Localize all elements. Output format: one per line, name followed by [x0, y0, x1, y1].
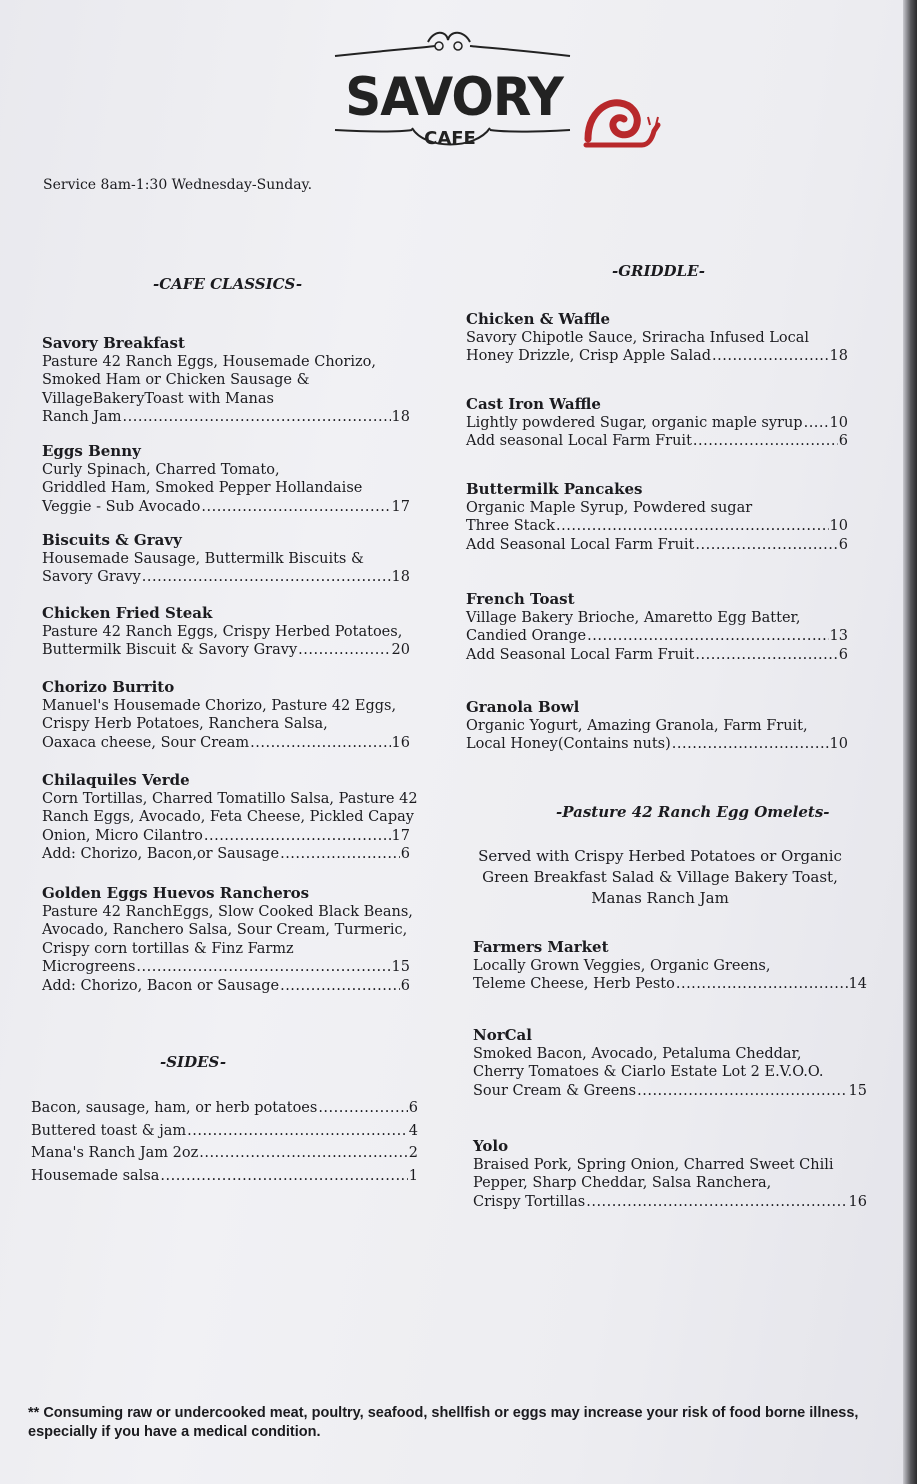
description-line: Avocado, Ranchero Salsa, Sour Cream, Turmeric, [42, 922, 408, 938]
line-text: Buttered toast & jam [31, 1122, 187, 1139]
description-line: Crispy corn tortillas & Finz Farmz [42, 940, 294, 957]
description-line: Cherry Tomatoes & Ciarlo Estate Lot 2 E.V.O.O. [473, 1064, 824, 1080]
dot-leader [280, 845, 400, 864]
line-text: Sour Cream & Greens [473, 1082, 637, 1099]
dot-leader [298, 641, 390, 660]
sides-list [31, 1097, 418, 1187]
priced-line [473, 975, 867, 994]
menu-item-name: NorCal [473, 1026, 532, 1044]
priced-line [473, 1193, 867, 1212]
price: 1 [408, 1167, 418, 1184]
price: 13 [829, 628, 848, 644]
line-text: Onion, Micro Cilantro [42, 827, 203, 844]
line-text: Mana's Ranch Jam 2oz [31, 1145, 199, 1161]
snail-icon [582, 95, 662, 153]
dot-leader [199, 1142, 408, 1165]
menu-item-name: Savory Breakfast [42, 334, 185, 352]
dot-leader [556, 517, 829, 536]
line-text: Ranch Jam [42, 409, 122, 425]
menu-item [42, 531, 410, 587]
menu-item [42, 604, 410, 660]
dot-leader [280, 977, 400, 996]
priced-line [31, 1097, 418, 1120]
price: 17 [391, 498, 410, 515]
priced-line [42, 641, 410, 660]
dot-leader [804, 414, 829, 433]
priced-line [466, 432, 848, 451]
line-text: Bacon, sausage, ham, or herb potatoes [31, 1100, 318, 1116]
menu-item [466, 395, 848, 451]
dot-leader [250, 734, 390, 753]
menu-item [466, 590, 848, 664]
griddle-title: -GRIDDLE- [612, 262, 706, 280]
menu-item [473, 1137, 867, 1211]
price: 18 [829, 348, 848, 364]
line-text: Oaxaca cheese, Sour Cream [42, 734, 250, 751]
line-text: Buttermilk Biscuit & Savory Gravy [42, 642, 298, 658]
omelets-intro-line: Green Breakfast Salad & Village Bakery Toast, [482, 868, 838, 886]
price: 10 [829, 518, 848, 534]
dot-leader [142, 568, 391, 587]
description-line: VillageBakeryToast with Manas [42, 390, 274, 407]
menu-item [42, 334, 410, 427]
menu-item-name: Golden Eggs Huevos Rancheros [42, 884, 310, 902]
sides-title: -SIDES- [160, 1053, 227, 1071]
line-text: Housemade salsa [31, 1167, 160, 1184]
menu-item [42, 771, 418, 864]
dot-leader [187, 1120, 408, 1143]
description-line: Organic Maple Syrup, Powdered sugar [466, 499, 753, 516]
line-text: Add Seasonal Local Farm Fruit [466, 646, 695, 663]
price: 16 [391, 734, 410, 751]
description-line: Organic Yogurt, Amazing Granola, Farm Fruit, [466, 717, 808, 734]
description-line: Pasture 42 RanchEggs, Slow Cooked Black Beans, [42, 903, 413, 920]
priced-line [42, 845, 410, 864]
priced-line [466, 735, 848, 754]
dot-leader [318, 1097, 407, 1120]
price: 10 [829, 736, 848, 752]
menu-item-name: Farmers Market [473, 938, 609, 956]
priced-line [42, 408, 410, 427]
line-text: Veggie - Sub Avocado [42, 498, 201, 515]
description-line: Smoked Ham or Chicken Sausage & [42, 372, 310, 388]
line-text: Three Stack [466, 518, 556, 534]
dot-leader [136, 958, 390, 977]
priced-line [31, 1120, 418, 1143]
price: 6 [838, 433, 848, 449]
menu-item [473, 1026, 867, 1100]
menu-item-name: Granola Bowl [466, 698, 580, 716]
dot-leader [637, 1082, 847, 1101]
description-line: Pepper, Sharp Cheddar, Salsa Ranchera, [473, 1175, 772, 1191]
description-line: Pasture 42 Ranch Eggs, Crispy Herbed Potatoes, [42, 623, 403, 640]
food-safety-disclaimer: ** Consuming raw or undercooked meat, poultry, seafood, shellfish or eggs may increase your risk of food borne illness, especially if you have a medical condition. [28, 1405, 859, 1440]
priced-line [31, 1165, 418, 1188]
description-line: Ranch Eggs, Avocado, Feta Cheese, Pickled Capay [42, 809, 414, 825]
menu-item-name: Yolo [473, 1137, 509, 1155]
description-line: Housemade Sausage, Buttermilk Biscuits & [42, 550, 364, 567]
dot-leader [204, 827, 391, 846]
line-text: Teleme Cheese, Herb Pesto [473, 976, 675, 992]
priced-line [466, 517, 848, 536]
menu-item-name: Chorizo Burrito [42, 678, 175, 696]
menu-item-name: Biscuits & Gravy [42, 531, 182, 549]
price: 14 [848, 976, 867, 992]
priced-line [466, 414, 848, 433]
page-edge-shadow [903, 0, 917, 1484]
dot-leader [201, 498, 390, 517]
description-line: Savory Chipotle Sauce, Sriracha Infused Local [466, 329, 810, 346]
priced-line [42, 958, 410, 977]
logo-wordmark: SAVORY [345, 66, 563, 128]
menu-item [42, 884, 413, 995]
menu-item [466, 698, 848, 754]
service-hours: Service 8am-1:30 Wednesday-Sunday. [43, 177, 313, 193]
savory-cafe-logo [330, 28, 575, 163]
line-text: Local Honey(Contains nuts) [466, 736, 671, 752]
dot-leader [160, 1165, 407, 1188]
price: 2 [408, 1145, 418, 1161]
priced-line [31, 1142, 418, 1165]
logo-subtitle: CAFE [424, 128, 476, 149]
line-text: Add: Chorizo, Bacon,or Sausage [42, 846, 280, 862]
price: 15 [848, 1082, 867, 1099]
price: 18 [391, 409, 410, 425]
priced-line [42, 734, 410, 753]
menu-item [466, 480, 848, 554]
description-line: Village Bakery Brioche, Amaretto Egg Batter, [466, 609, 801, 626]
dot-leader [676, 975, 848, 994]
dot-leader [693, 432, 838, 451]
line-text: Add: Chorizo, Bacon or Sausage [42, 977, 280, 994]
menu-item-name: Buttermilk Pancakes [466, 480, 643, 498]
menu-item [42, 678, 410, 752]
dot-leader [695, 646, 837, 665]
priced-line [42, 568, 410, 587]
priced-line [466, 347, 848, 366]
omelets-intro [475, 846, 845, 909]
description-line: Curly Spinach, Charred Tomato, [42, 461, 280, 478]
price: 6 [838, 536, 848, 553]
line-text: Honey Drizzle, Crisp Apple Salad [466, 348, 712, 364]
menu-item [466, 310, 848, 366]
menu-item-name: Chicken & Waffle [466, 310, 611, 328]
menu-item [473, 938, 867, 994]
menu-item-name: Chicken Fried Steak [42, 604, 213, 622]
price: 20 [391, 642, 410, 658]
dot-leader [695, 536, 837, 555]
menu-item-name: Chilaquiles Verde [42, 771, 190, 789]
menu-item [42, 442, 410, 516]
description-line: Corn Tortillas, Charred Tomatillo Salsa, Pasture 42 [42, 790, 418, 807]
description-line: Pasture 42 Ranch Eggs, Housemade Chorizo, [42, 353, 376, 370]
omelets-title: -Pasture 42 Ranch Egg Omelets- [556, 803, 830, 821]
price: 17 [391, 827, 410, 844]
description-line: Smoked Bacon, Avocado, Petaluma Cheddar, [473, 1045, 802, 1062]
price: 18 [391, 569, 410, 585]
menu-item-name: Eggs Benny [42, 442, 141, 460]
description-line: Braised Pork, Spring Onion, Charred Sweet Chili [473, 1156, 834, 1173]
price: 15 [391, 959, 410, 975]
dot-leader [672, 735, 829, 754]
price: 6 [408, 1100, 418, 1116]
menu-item-name: French Toast [466, 590, 575, 608]
priced-line [466, 536, 848, 555]
line-text: Microgreens [42, 959, 136, 975]
menu-item-name: Cast Iron Waffle [466, 395, 601, 413]
description-line: Manuel's Housemade Chorizo, Pasture 42 Eggs, [42, 697, 397, 714]
price: 16 [848, 1193, 867, 1210]
price: 6 [400, 977, 410, 994]
priced-line [473, 1082, 867, 1101]
priced-line [42, 498, 410, 517]
priced-line [42, 977, 410, 996]
omelets-intro-line: Served with Crispy Herbed Potatoes or Organic [478, 847, 842, 865]
line-text: Crispy Tortillas [473, 1193, 586, 1210]
price: 6 [838, 646, 848, 663]
description-line: Crispy Herb Potatoes, Ranchera Salsa, [42, 716, 328, 732]
omelets-intro-line: Manas Ranch Jam [591, 889, 729, 907]
line-text: Savory Gravy [42, 569, 141, 585]
priced-line [42, 827, 410, 846]
dot-leader [123, 408, 391, 427]
line-text: Lightly powdered Sugar, organic maple syrup [466, 414, 803, 431]
dot-leader [586, 1193, 847, 1212]
description-line: Griddled Ham, Smoked Pepper Hollandaise [42, 480, 363, 496]
price: 10 [829, 414, 848, 431]
dot-leader [712, 347, 829, 366]
price: 4 [408, 1122, 418, 1139]
price: 6 [400, 846, 410, 862]
dot-leader [587, 627, 828, 646]
priced-line [466, 646, 848, 665]
line-text: Add Seasonal Local Farm Fruit [466, 536, 695, 553]
line-text: Candied Orange [466, 628, 587, 644]
cafe-classics-title: -CAFE CLASSICS- [153, 275, 303, 293]
description-line: Locally Grown Veggies, Organic Greens, [473, 957, 771, 974]
priced-line [466, 627, 848, 646]
line-text: Add seasonal Local Farm Fruit [466, 433, 692, 449]
